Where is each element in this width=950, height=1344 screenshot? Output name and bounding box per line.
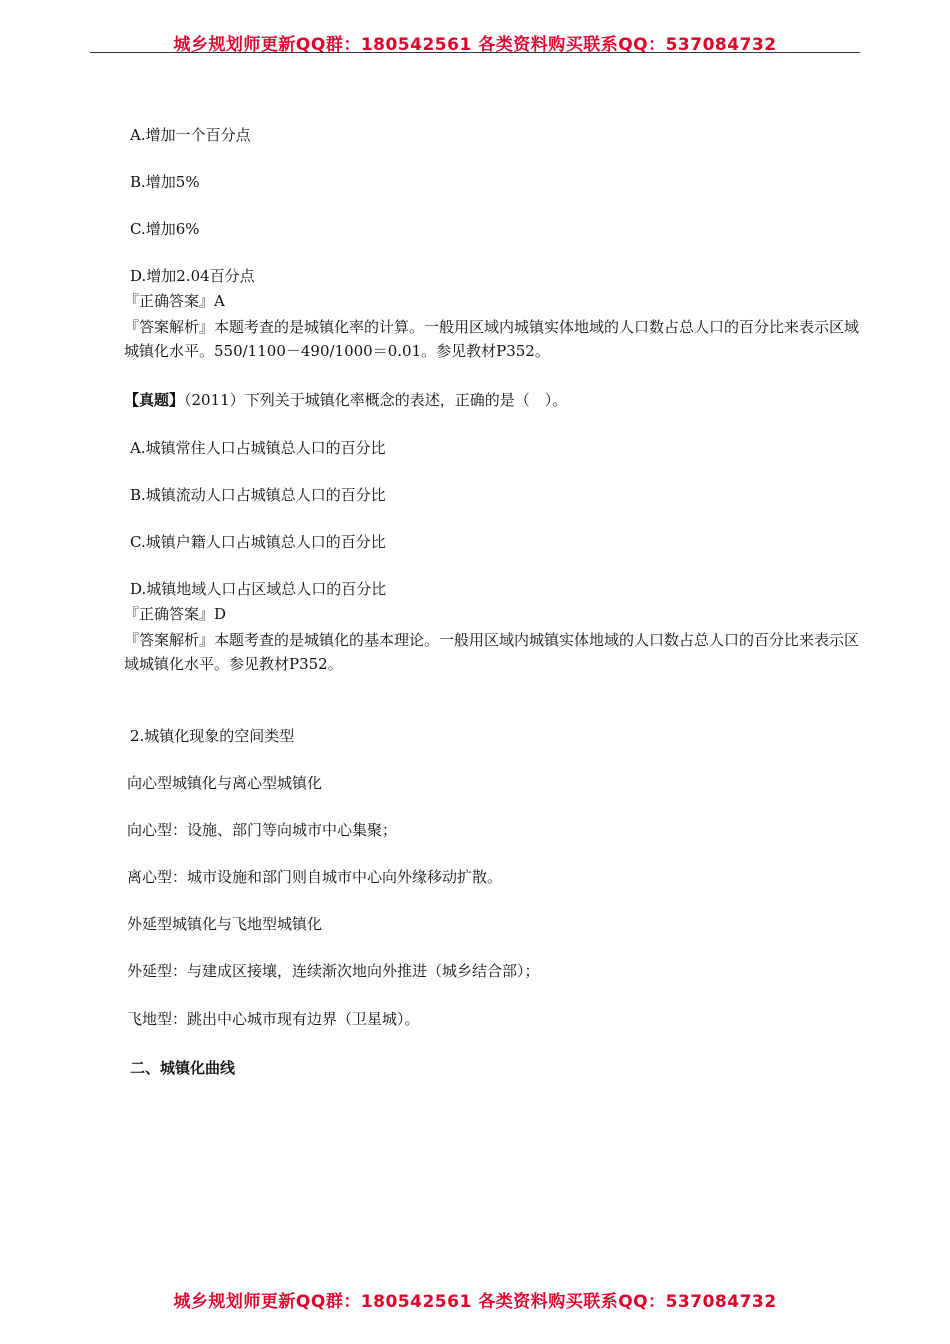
section-line: 外延型城镇化与飞地型城镇化: [127, 915, 323, 933]
q2-option-c: C.城镇户籍人口占城镇总人口的百分比: [130, 533, 386, 551]
q1-option-d: D.增加2.04百分点: [130, 267, 255, 285]
section-heading: 二、城镇化曲线: [130, 1059, 236, 1077]
header-divider: [90, 52, 860, 53]
section-title: 2.城镇化现象的空间类型: [130, 727, 295, 745]
section-line: 向心型：设施、部门等向城市中心集聚；: [127, 821, 398, 839]
section-line: 外延型：与建成区接壤，连续渐次地向外推进（城乡结合部）；: [127, 962, 540, 980]
q2-stem-line: [124, 389, 567, 410]
q2-option-b: B.城镇流动人口占城镇总人口的百分比: [130, 486, 386, 504]
section-line: 离心型：城市设施和部门则自城市中心向外缘移动扩散。: [127, 868, 503, 886]
q1-option-b: B.增加5%: [130, 173, 200, 191]
header-banner: 城乡规划师更新QQ群：180542561 各类资料购买联系QQ：537084732: [173, 35, 777, 55]
section-line: 向心型城镇化与离心型城镇化: [127, 774, 323, 792]
q2-option-d: D.城镇地域人口占区域总人口的百分比: [130, 580, 387, 598]
q2-tag: 【真题】: [124, 391, 185, 409]
q2-answer: 『正确答案』D: [124, 605, 227, 623]
section-line: 飞地型：跳出中心城市现有边界（卫星城）。: [127, 1010, 420, 1028]
q2-option-a: A.城镇常住人口占城镇总人口的百分比: [130, 439, 386, 457]
q2-stem: （2011）下列关于城镇化率概念的表述，正确的是（ ）。: [184, 391, 568, 409]
footer-banner: 城乡规划师更新QQ群：180542561 各类资料购买联系QQ：537084732: [173, 1292, 777, 1312]
q1-option-a: A.增加一个百分点: [130, 126, 251, 144]
q1-option-c: C.增加6%: [130, 220, 200, 238]
q1-answer: 『正确答案』A: [124, 292, 225, 310]
q1-analysis: 『答案解析』本题考查的是城镇化率的计算。一般用区域内城镇实体地域的人口数占总人口的百分比来表示区域城镇化水平。550/1100－490/1000＝0.01。参见教材P352。: [124, 318, 860, 360]
q2-analysis: 『答案解析』本题考查的是城镇化的基本理论。一般用区域内城镇实体地域的人口数占总人口的百分比来表示区域城镇化水平。参见教材P352。: [124, 631, 860, 673]
